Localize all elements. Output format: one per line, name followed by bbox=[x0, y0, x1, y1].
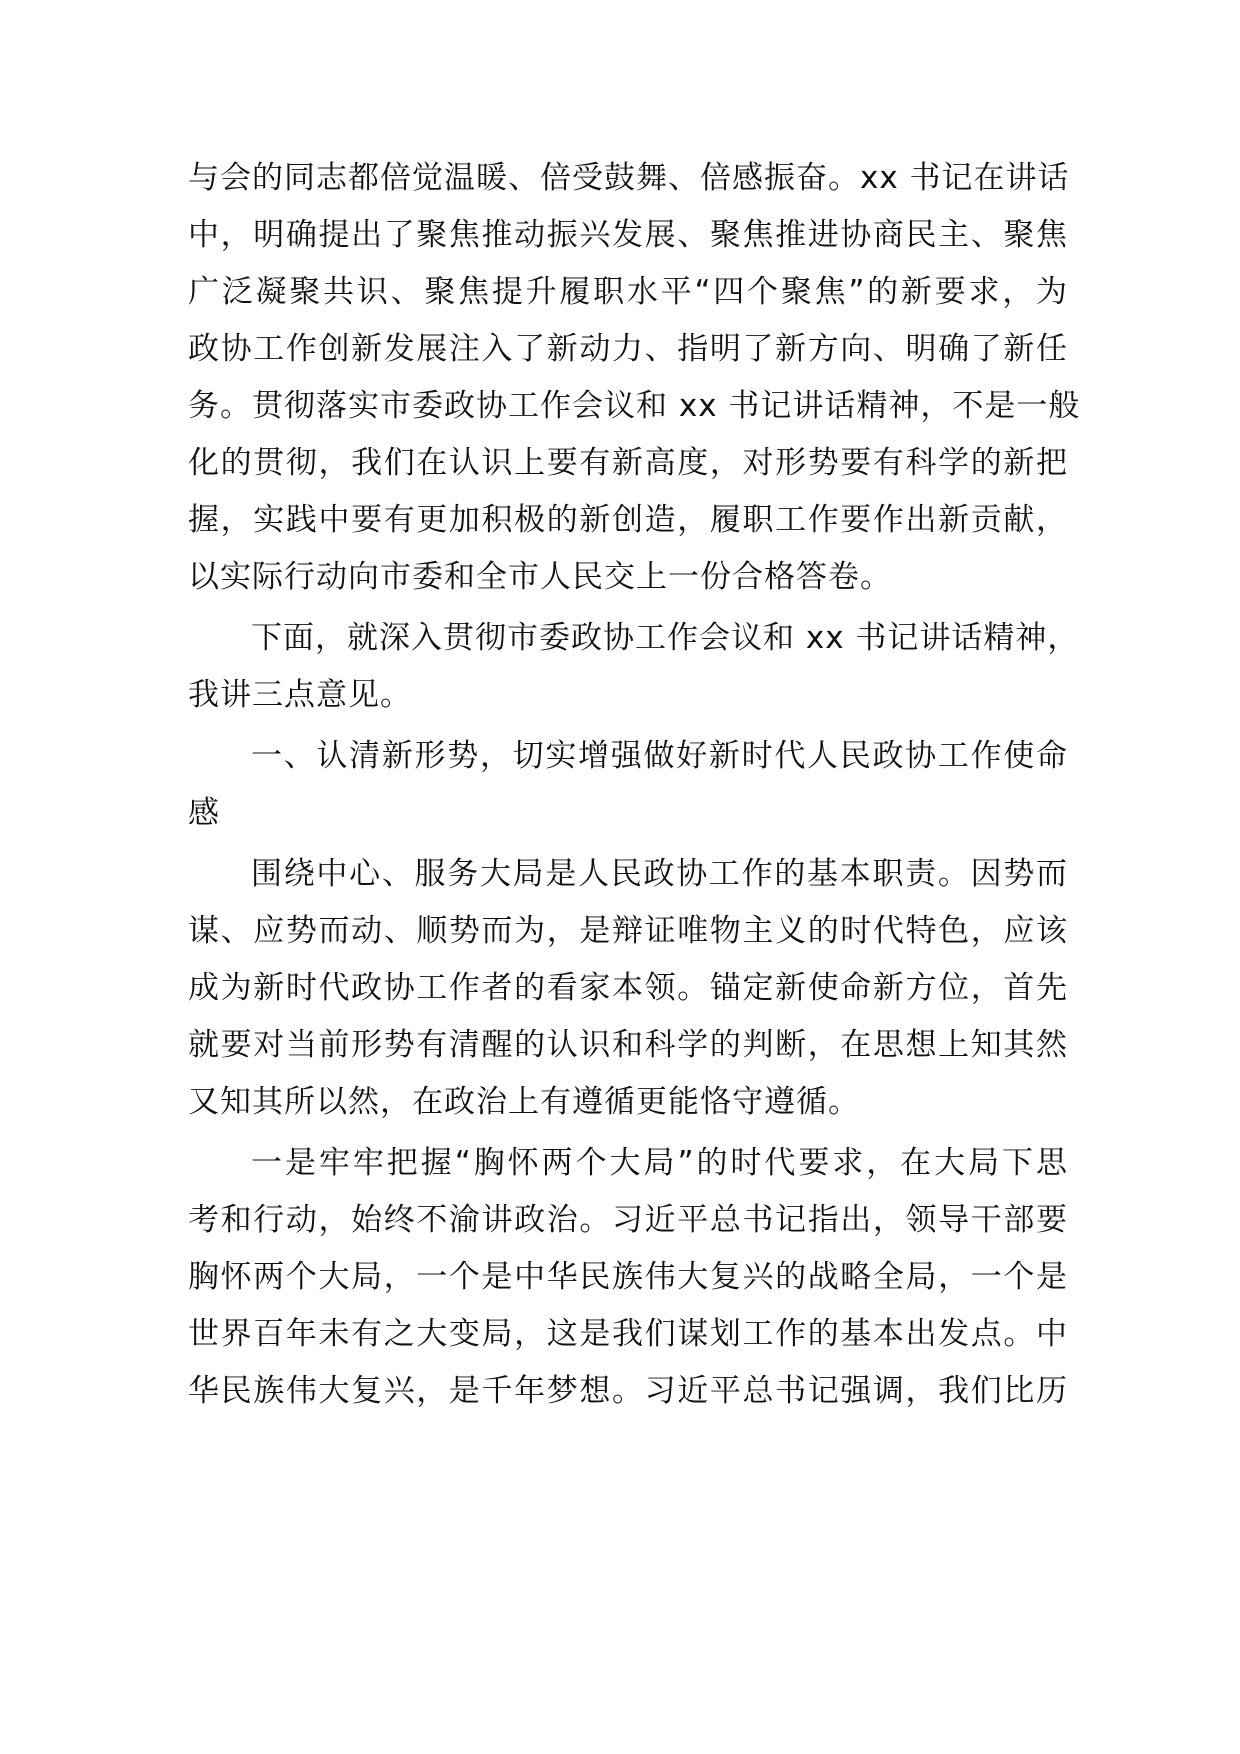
text-line: 胸怀两个大局，一个是中华民族伟大复兴的战略全局，一个是 bbox=[188, 1259, 1068, 1295]
text-line: 又知其所以然，在政治上有遵循更能恪守遵循。 bbox=[188, 1084, 860, 1120]
text-line: 围绕中心、服务大局是人民政协工作的基本职责。因势而 bbox=[251, 856, 1068, 892]
text-line: 务。贯彻落实市委政协工作会议和 xx 书记讲话精神，不是一般 bbox=[188, 388, 1081, 424]
text-line: 就要对当前形势有清醒的认识和科学的判断，在思想上知其然 bbox=[188, 1027, 1068, 1063]
text-line: 广泛凝聚共识、聚焦提升履职水平“四个聚焦”的新要求，为 bbox=[188, 274, 1068, 310]
text-line: 与会的同志都倍觉温暖、倍受鼓舞、倍感振奋。xx 书记在讲话 bbox=[188, 160, 1070, 196]
text-line: 世界百年未有之大变局，这是我们谋划工作的基本出发点。中 bbox=[188, 1316, 1068, 1352]
text-line: 中，明确提出了聚焦推动振兴发展、聚焦推进协商民主、聚焦 bbox=[188, 217, 1068, 253]
text-line: 握，实践中要有更加积极的新创造，履职工作要作出新贡献， bbox=[188, 502, 1068, 538]
text-line: 以实际行动向市委和全市人民交上一份合格答卷。 bbox=[188, 559, 892, 595]
text-line: 一是牢牢把握“胸怀两个大局”的时代要求，在大局下思 bbox=[251, 1145, 1068, 1181]
text-line: 谋、应势而动、顺势而为，是辩证唯物主义的时代特色，应该 bbox=[188, 913, 1068, 949]
text-line: 我讲三点意见。 bbox=[188, 677, 412, 713]
text-line: 政协工作创新发展注入了新动力、指明了新方向、明确了新任 bbox=[188, 331, 1068, 367]
section-heading: 一、认清新形势，切实增强做好新时代人民政协工作使命 bbox=[251, 738, 1068, 774]
text-line: 化的贯彻，我们在认识上要有新高度，对形势要有科学的新把 bbox=[188, 445, 1068, 481]
text-line: 下面，就深入贯彻市委政协工作会议和 xx 书记讲话精神， bbox=[251, 620, 1080, 656]
text-line: 成为新时代政协工作者的看家本领。锚定新使命新方位，首先 bbox=[188, 970, 1068, 1006]
text-line: 华民族伟大复兴，是千年梦想。习近平总书记强调，我们比历 bbox=[188, 1373, 1068, 1409]
section-heading-cont: 感 bbox=[188, 795, 220, 831]
text-line: 考和行动，始终不渝讲政治。习近平总书记指出，领导干部要 bbox=[188, 1202, 1068, 1238]
